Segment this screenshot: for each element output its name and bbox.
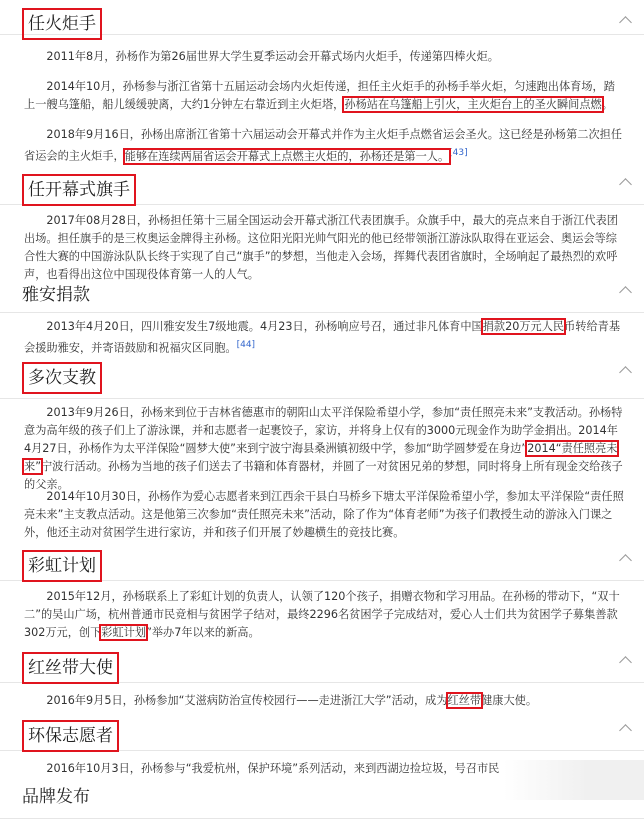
section-title: 任开幕式旗手 xyxy=(22,174,136,206)
collapse-chevron-icon[interactable] xyxy=(619,286,632,299)
section-header[interactable] xyxy=(0,648,644,683)
section-torchbearer xyxy=(0,0,644,163)
section-header[interactable] xyxy=(0,0,644,35)
section-title: 环保志愿者 xyxy=(22,720,119,752)
paragraph: 2015年12月，孙杨联系上了彩虹计划的负责人，认领了120个孩子，捐赠衣物和学习用品。在孙杨的带动下，“双十二”的吴山广场，杭州普通市民竞相与贫困学子结对，最终2296名贫困学子完成结对，爱心人士们共为贫困学子募集善款302万元，创下彩虹计划”举办7年以来的新高。 xyxy=(24,590,620,639)
section-title: 品牌发布 xyxy=(22,787,90,807)
paragraph: 2014年10月30日，孙杨作为爱心志愿者来到江西余干县白马桥乡下塘太平洋保险希望小学，参加太平洋保险“责任照亮未来”主支教点活动。这是他第三次参加“责任照亮未来”活动，除了作为“体育老师”为孩子们教授生动的游泳入门课之外，他还主动对贫困学生进行家访，并和孩子们开展了妙趣横生的竞技比赛。 xyxy=(24,490,624,539)
section-header[interactable] xyxy=(0,170,644,205)
section-header[interactable] xyxy=(0,546,644,581)
section-red-ribbon xyxy=(0,648,644,707)
watermark-fade xyxy=(504,760,644,800)
paragraph: 2011年8月，孙杨作为第26届世界大学生夏季运动会开幕式场内火炬手，传递第四棒火炬。 xyxy=(46,50,499,63)
section-header[interactable] xyxy=(0,278,644,313)
reference-link[interactable]: [44] xyxy=(236,340,256,350)
collapse-chevron-icon[interactable] xyxy=(619,16,632,29)
section-title: 彩虹计划 xyxy=(22,550,102,582)
section-yaan-donation xyxy=(0,278,644,355)
section-rainbow-plan xyxy=(0,546,644,639)
collapse-chevron-icon[interactable] xyxy=(619,724,632,737)
collapse-chevron-icon[interactable] xyxy=(619,178,632,191)
paragraph: 2018年9月16日，孙杨出席浙江省第十六届运动会开幕式并作为主火炬手点燃省运会圣火。这已经是孙杨第二次担任省运会的主火炬手，能够在连续两届省运会开幕式上点燃主火炬的，孙杨还是第一人。[43] xyxy=(24,128,623,163)
paragraph: 2017年08月28日，孙杨担任第十三届全国运动会开幕式浙江代表团旗手。众旗手中，最大的亮点来自于浙江代表团出场。担任旗手的是三枚奥运金牌得主孙杨。这位阳光阳光帅气阳光的他已经带领浙江游泳队取得在亚运会、奥运会等综合性大赛的中国游泳队队长终于实现了自己“旗手”的梦想，当他走入会场，挥舞代表团省旗时，全场响起了最热烈的欢呼声，也看得出这位中国现役体育第一人的人气。 xyxy=(24,214,618,281)
section-volunteer-teaching xyxy=(0,358,644,539)
section-title: 雅安捐款 xyxy=(22,285,90,305)
paragraph: 2016年9月5日，孙杨参加“艾滋病防治宣传校园行——走进浙江大学”活动，成为红丝带健康大使。 xyxy=(46,694,538,707)
section-header[interactable] xyxy=(0,716,644,751)
section-eco-volunteer xyxy=(0,716,644,775)
collapse-chevron-icon[interactable] xyxy=(619,656,632,669)
section-flagbearer xyxy=(0,170,644,281)
section-header[interactable] xyxy=(0,358,644,399)
reference-link[interactable]: [43] xyxy=(449,148,468,158)
section-title: 任火炬手 xyxy=(22,8,102,40)
section-title: 红丝带大使 xyxy=(22,652,119,684)
section-title: 多次支教 xyxy=(22,362,102,394)
paragraph: 2013年4月20日，四川雅安发生7级地震。4月23日，孙杨响应号召，通过非凡体育中国捐款20万元人民币转给青基会援助雅安，并寄语鼓励和祝福灾区同胞。[44] xyxy=(24,320,621,355)
collapse-chevron-icon[interactable] xyxy=(619,366,632,379)
paragraph: 2013年9月26日，孙杨来到位于吉林省德惠市的朝阳山太平洋保险希望小学，参加“责任照亮未来”支教活动。孙杨特意为高年级的孩子们上了游泳课，并和志愿者一起裹饺子，家访，并将身上仅有的3000元现金作为助学金捐出。2014年4月27日，孙杨作为太平洋保险“圆梦大使”来到宁波宁海县桑洲镇初级中学，参加“助学圆梦爱在身边”2014“责任照亮未来”宁波行活动。孙杨为当地的孩子们送去了书籍和体育器材，并圆了一对贫困兄弟的梦想，同时将身上所有现金交给孩子的父亲。 xyxy=(24,406,623,491)
paragraph: 2014年10月，孙杨参与浙江省第十五届运动会场内火炬传递，担任主火炬手的孙杨手举火炬，匀速跑出体育场，踏上一艘乌篷船，船儿缓缓驶离，大约1分钟左右靠近到主火炬塔，孙杨站在乌篷船上引火，主火炬台上的圣火瞬间点燃。 xyxy=(24,80,615,111)
collapse-chevron-icon[interactable] xyxy=(619,554,632,567)
paragraph: 2016年10月3日，孙杨参与“我爱杭州，保护环境”系列活动，来到西湖边捡垃圾，号召市民 xyxy=(46,762,500,775)
